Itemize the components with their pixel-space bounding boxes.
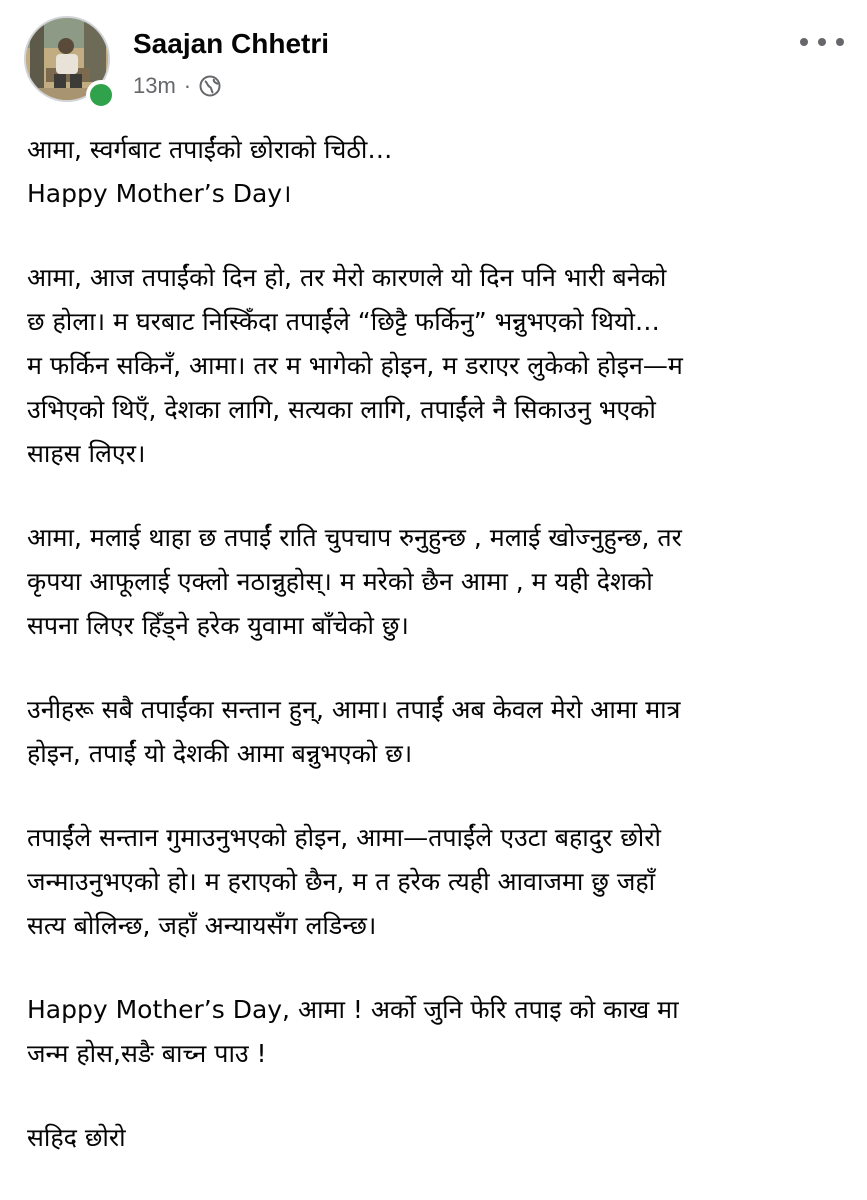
post-text-line: कृपया आफूलाई एक्लो नठान्नुहोस्। म मरेको छैन आमा , म यही देशको — [27, 567, 653, 596]
post-text-line: तपाईंले सन्तान गुमाउनुभएको होइन, आमा—तपाईंले एउटा बहादुर छोरो — [27, 823, 661, 852]
post-text-line: साहस लिएर। — [27, 439, 146, 468]
post-text-line: आमा, आज तपाईंको दिन हो, तर मेरो कारणले यो दिन पनि भारी बनेको — [27, 263, 667, 292]
post-text-line: आमा, स्वर्गबाट तपाईंको छोराको चिठी… — [27, 135, 393, 164]
post-paragraph — [27, 816, 839, 948]
post-header — [24, 16, 844, 112]
post-text-line: आमा, मलाई थाहा छ तपाईं राति चुपचाप रुनुहुन्छ , मलाई खोज्नुहुन्छ, तर — [27, 523, 682, 552]
more-horizontal-icon-dot — [836, 38, 844, 46]
online-status-dot — [86, 80, 116, 110]
post-text-line: म फर्किन सकिनँ, आमा। तर म भागेको होइन, म डराएर लुकेको होइन—म — [27, 351, 683, 380]
more-horizontal-icon — [800, 38, 808, 46]
post-text-line: होइन, तपाईं यो देशकी आमा बन्नुभएको छ। — [27, 739, 413, 768]
post-paragraph — [27, 516, 839, 648]
post-body — [27, 128, 839, 1200]
post-time[interactable]: 13m — [133, 73, 176, 98]
globe-icon[interactable] — [199, 75, 221, 97]
post-paragraph — [27, 988, 839, 1076]
author-name[interactable]: Saajan Chhetri — [133, 28, 330, 59]
more-options-button[interactable] — [800, 34, 844, 50]
post-text-line: जन्म होस,सङै बाच्न पाउ ! — [27, 1039, 267, 1068]
meta-separator: · — [183, 73, 192, 98]
post-text-line: Happy Mother’s Day, आमा ! अर्को जुनि फेरि तपाइ को काख मा — [27, 995, 679, 1024]
post-text-line: सहिद छोरो — [27, 1123, 126, 1152]
post-paragraph — [27, 128, 839, 216]
avatar-container[interactable] — [24, 16, 114, 106]
post-text-line: सपना लिएर हिँड्ने हरेक युवामा बाँचेको छु। — [27, 611, 409, 640]
post-paragraph — [27, 1116, 839, 1160]
post-meta — [133, 72, 221, 100]
more-horizontal-icon-dot — [818, 38, 826, 46]
post-paragraph — [27, 256, 839, 476]
post-text-line: सत्य बोलिन्छ, जहाँ अन्यायसँग लडिन्छ। — [27, 911, 377, 940]
post-text-line: जन्माउनुभएको हो। म हराएको छैन, म त हरेक त्यही आवाजमा छु जहाँ — [27, 867, 656, 896]
post-text-line: Happy Mother’s Day। — [27, 179, 292, 208]
post-text-line: उभिएको थिएँ, देशका लागि, सत्यका लागि, तपाईंले नै सिकाउनु भएको — [27, 395, 656, 424]
post-paragraph — [27, 688, 839, 776]
post-text-line: उनीहरू सबै तपाईंका सन्तान हुन्, आमा। तपाईं अब केवल मेरो आमा मात्र — [27, 695, 681, 724]
post-text-line: छ होला। म घरबाट निस्किँदा तपाईंले “छिट्टै फर्किनु” भन्नुभएको थियो… — [27, 307, 660, 336]
